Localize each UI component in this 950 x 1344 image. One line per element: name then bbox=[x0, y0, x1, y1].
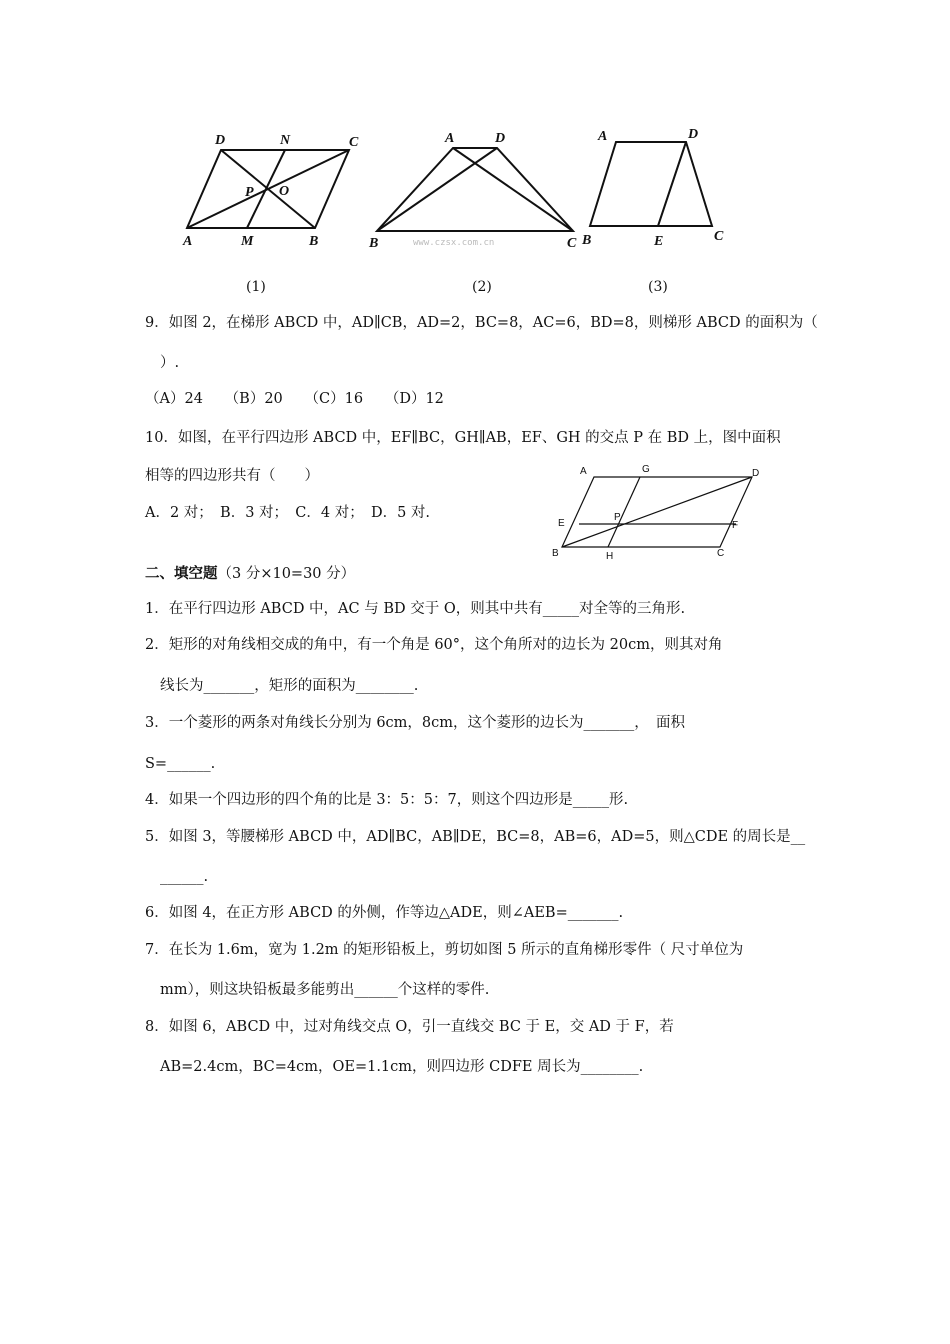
figure-2 bbox=[365, 128, 585, 252]
label-H: H bbox=[606, 551, 614, 562]
label-D: D bbox=[215, 133, 226, 148]
figure-1 bbox=[175, 128, 375, 252]
label-E: E bbox=[654, 234, 664, 249]
label-F: F bbox=[732, 520, 739, 531]
label-G: G bbox=[642, 464, 650, 475]
fill-question-7-line-1: 7．在长为 1.6m，宽为 1.2m 的矩形铅板上，剪切如图 5 所示的直角梯形零件（ 尺寸单位为 bbox=[145, 942, 744, 958]
figure-1-caption: (1) bbox=[246, 279, 266, 295]
label-D: D bbox=[688, 127, 699, 142]
label-B: B bbox=[369, 236, 379, 251]
label-C: C bbox=[349, 135, 359, 150]
label-D: D bbox=[495, 131, 506, 146]
label-N: N bbox=[280, 133, 291, 148]
fill-question-1: 1．在平行四边形 ABCD 中，AC 与 BD 交于 O，则其中共有_____对全等的三角形. bbox=[145, 601, 686, 617]
question-9-options: （A）24 （B）20 （C）16 （D）12 bbox=[145, 391, 444, 407]
label-O: O bbox=[279, 184, 290, 199]
label-A: A bbox=[598, 129, 608, 144]
section-2-title: 二、填空题 bbox=[145, 565, 218, 582]
question-10-options: A．2 对； B．3 对； C．4 对； D．5 对. bbox=[145, 505, 431, 521]
label-C: C bbox=[714, 229, 724, 244]
label-B: B bbox=[582, 233, 592, 248]
label-A: A bbox=[183, 234, 193, 249]
figure-2-diagram bbox=[365, 128, 585, 251]
figure-3-caption: (3) bbox=[648, 279, 668, 295]
figure-10-diagram bbox=[548, 460, 773, 568]
figure-2-caption: (2) bbox=[472, 279, 492, 295]
fill-question-2-line-2: 线长为_______，矩形的面积为________. bbox=[160, 678, 419, 694]
figure-10 bbox=[548, 460, 773, 572]
label-P: P bbox=[614, 512, 621, 523]
label-A: A bbox=[445, 131, 455, 146]
label-C: C bbox=[717, 548, 725, 559]
label-B: B bbox=[552, 548, 559, 559]
label-C: C bbox=[567, 236, 577, 251]
question-9-line-1: 9．如图 2，在梯形 ABCD 中，AD∥CB，AD=2，BC=8，AC=6，BD=8，则梯形 ABCD 的面积为（ bbox=[145, 315, 818, 331]
label-P: P bbox=[245, 185, 254, 200]
watermark: www.czsx.com.cn bbox=[413, 238, 495, 248]
section-2-score: （3 分×10=30 分） bbox=[217, 566, 356, 582]
fill-question-5-line-2: ______. bbox=[160, 869, 209, 885]
fill-question-3-line-2: S=______. bbox=[145, 756, 216, 772]
fill-question-7-line-2: mm），则这块铅板最多能剪出______个这样的零件. bbox=[160, 982, 490, 998]
question-9-line-2: ）. bbox=[160, 355, 180, 371]
label-M: M bbox=[241, 234, 254, 249]
figure-3-diagram bbox=[580, 128, 730, 248]
fill-question-6: 6．如图 4，在正方形 ABCD 的外侧，作等边△ADE，则∠AEB=_______. bbox=[145, 905, 624, 921]
fill-question-3-line-1: 3．一个菱形的两条对角线长分别为 6cm，8cm，这个菱形的边长为_______， 面积 bbox=[145, 715, 686, 731]
question-10-line-1: 10．如图，在平行四边形 ABCD 中，EF∥BC，GH∥AB，EF、GH 的交点 P 在 BD 上，图中面积 bbox=[145, 430, 781, 446]
question-10-line-2: 相等的四边形共有（ ） bbox=[145, 468, 319, 484]
fill-question-5-line-1: 5．如图 3，等腰梯形 ABCD 中，AD∥BC，AB∥DE，BC=8，AB=6，AD=5，则△CDE 的周长是__ bbox=[145, 829, 806, 845]
label-B: B bbox=[309, 234, 319, 249]
figure-1-diagram bbox=[175, 128, 375, 248]
fill-question-2-line-1: 2．矩形的对角线相交成的角中，有一个角是 60°，这个角所对的边长为 20cm，则其对角 bbox=[145, 637, 723, 653]
fill-question-8-line-1: 8．如图 6，ABCD 中，过对角线交点 O，引一直线交 BC 于 E，交 AD 于 F，若 bbox=[145, 1019, 674, 1035]
figure-3 bbox=[580, 128, 730, 252]
label-A: A bbox=[580, 466, 587, 477]
label-E: E bbox=[558, 518, 565, 529]
fill-question-4: 4．如果一个四边形的四个角的比是 3：5：5：7，则这个四边形是_____形. bbox=[145, 792, 629, 808]
section-2-header bbox=[145, 564, 355, 584]
fill-question-8-line-2: AB=2.4cm，BC=4cm，OE=1.1cm，则四边形 CDFE 周长为________. bbox=[160, 1059, 644, 1075]
label-D: D bbox=[752, 468, 760, 479]
